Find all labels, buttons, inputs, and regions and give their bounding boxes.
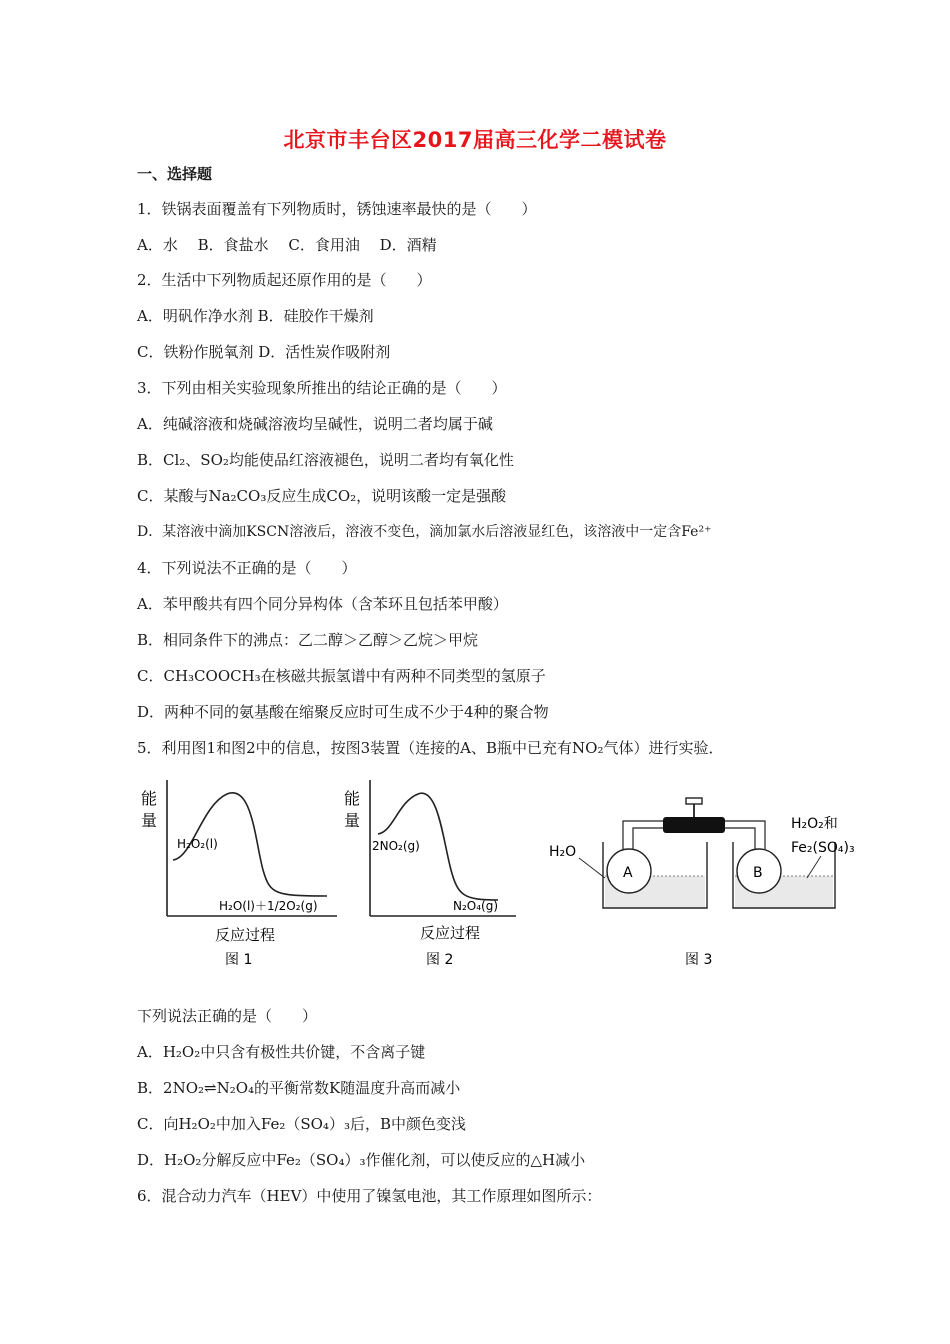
q5-option-a: A．H₂O₂中只含有极性共价键，不含离子键 bbox=[137, 1043, 426, 1061]
fig1-end-label: H₂O(l)＋1/2O₂(g) bbox=[219, 899, 318, 913]
q4-option-c: C．CH₃COOCH₃在核磁共振氢谱中有两种不同类型的氢原子 bbox=[137, 667, 546, 685]
q4-option-a: A．苯甲酸共有四个同分异构体（含苯环且包括苯甲酸） bbox=[137, 595, 508, 613]
flask-a-label: A bbox=[623, 865, 633, 881]
fig3-right-label-2: Fe₂(SO₄)₃ bbox=[791, 840, 855, 856]
q4-option-d: D．两种不同的氨基酸在缩聚反应时可生成不少于4种的聚合物 bbox=[137, 703, 549, 721]
fig3-right-label-1: H₂O₂和 bbox=[791, 816, 838, 832]
question-5: 5．利用图1和图2中的信息，按图3装置（连接的A、B瓶中已充有NO₂气体）进行实验． bbox=[137, 739, 724, 757]
fig1-ylabel-2: 量 bbox=[141, 811, 158, 830]
question-1: 1．铁锅表面覆盖有下列物质时，锈蚀速率最快的是（ ） bbox=[137, 200, 537, 218]
q5-option-d: D．H₂O₂分解反应中Fe₂（SO₄）₃作催化剂，可以使反应的△H减小 bbox=[137, 1151, 586, 1169]
fig1-start-label: H₂O₂(l) bbox=[177, 837, 218, 851]
fig2-caption: 图 2 bbox=[426, 952, 454, 968]
fig3-left-label: H₂O bbox=[549, 844, 577, 860]
q4-option-b: B．相同条件下的沸点：乙二醇＞乙醇＞乙烷＞甲烷 bbox=[137, 631, 479, 649]
question-6: 6．混合动力汽车（HEV）中使用了镍氢电池，其工作原理如图所示： bbox=[137, 1187, 602, 1205]
section-heading: 一、选择题 bbox=[137, 165, 213, 183]
question-3: 3．下列由相关实验现象所推出的结论正确的是（ ） bbox=[137, 379, 507, 397]
fig3-caption: 图 3 bbox=[685, 952, 713, 968]
q1-options: A．水 B．食盐水 C．食用油 D．酒精 bbox=[137, 236, 437, 254]
q3-option-b: B．Cl₂、SO₂均能使品红溶液褪色，说明二者均有氧化性 bbox=[137, 451, 514, 469]
q3-option-a: A．纯碱溶液和烧碱溶液均呈碱性，说明二者均属于碱 bbox=[137, 415, 493, 433]
clamp-icon bbox=[686, 798, 702, 804]
question-2: 2．生活中下列物质起还原作用的是（ ） bbox=[137, 271, 432, 289]
q5-option-c: C．向H₂O₂中加入Fe₂（SO₄）₃后，B中颜色变浅 bbox=[137, 1115, 466, 1133]
figure-1 bbox=[137, 770, 342, 974]
fig2-start-label: 2NO₂(g) bbox=[372, 839, 420, 853]
figure-2 bbox=[338, 770, 518, 974]
fig1-ylabel-1: 能 bbox=[141, 789, 158, 808]
question-4: 4．下列说法不正确的是（ ） bbox=[137, 559, 357, 577]
rubber-tube bbox=[663, 817, 725, 833]
figure-3 bbox=[545, 770, 865, 974]
q2-options-ab: A．明矾作净水剂 B．硅胶作干燥剂 bbox=[137, 307, 374, 325]
q2-options-cd: C．铁粉作脱氧剂 D．活性炭作吸附剂 bbox=[137, 343, 391, 361]
q5-prompt: 下列说法正确的是（ ） bbox=[137, 1007, 318, 1025]
q5-option-b: B．2NO₂⇌N₂O₄的平衡常数K随温度升高而减小 bbox=[137, 1079, 461, 1097]
fig2-ylabel-1: 能 bbox=[344, 789, 361, 808]
q3-option-c: C．某酸与Na₂CO₃反应生成CO₂，说明该酸一定是强酸 bbox=[137, 487, 507, 505]
fig1-xlabel: 反应过程 bbox=[215, 926, 276, 944]
fig2-ylabel-2: 量 bbox=[344, 811, 361, 830]
fig1-caption: 图 1 bbox=[225, 952, 253, 968]
fig2-xlabel: 反应过程 bbox=[420, 924, 481, 942]
q3-option-d: D．某溶液中滴加KSCN溶液后，溶液不变色，滴加氯水后溶液显红色，该溶液中一定含Fe²⁺ bbox=[137, 524, 712, 540]
page-title: 北京市丰台区2017届高三化学二模试卷 bbox=[283, 128, 667, 152]
fig2-end-label: N₂O₄(g) bbox=[453, 899, 499, 913]
flask-b-label: B bbox=[753, 865, 763, 881]
